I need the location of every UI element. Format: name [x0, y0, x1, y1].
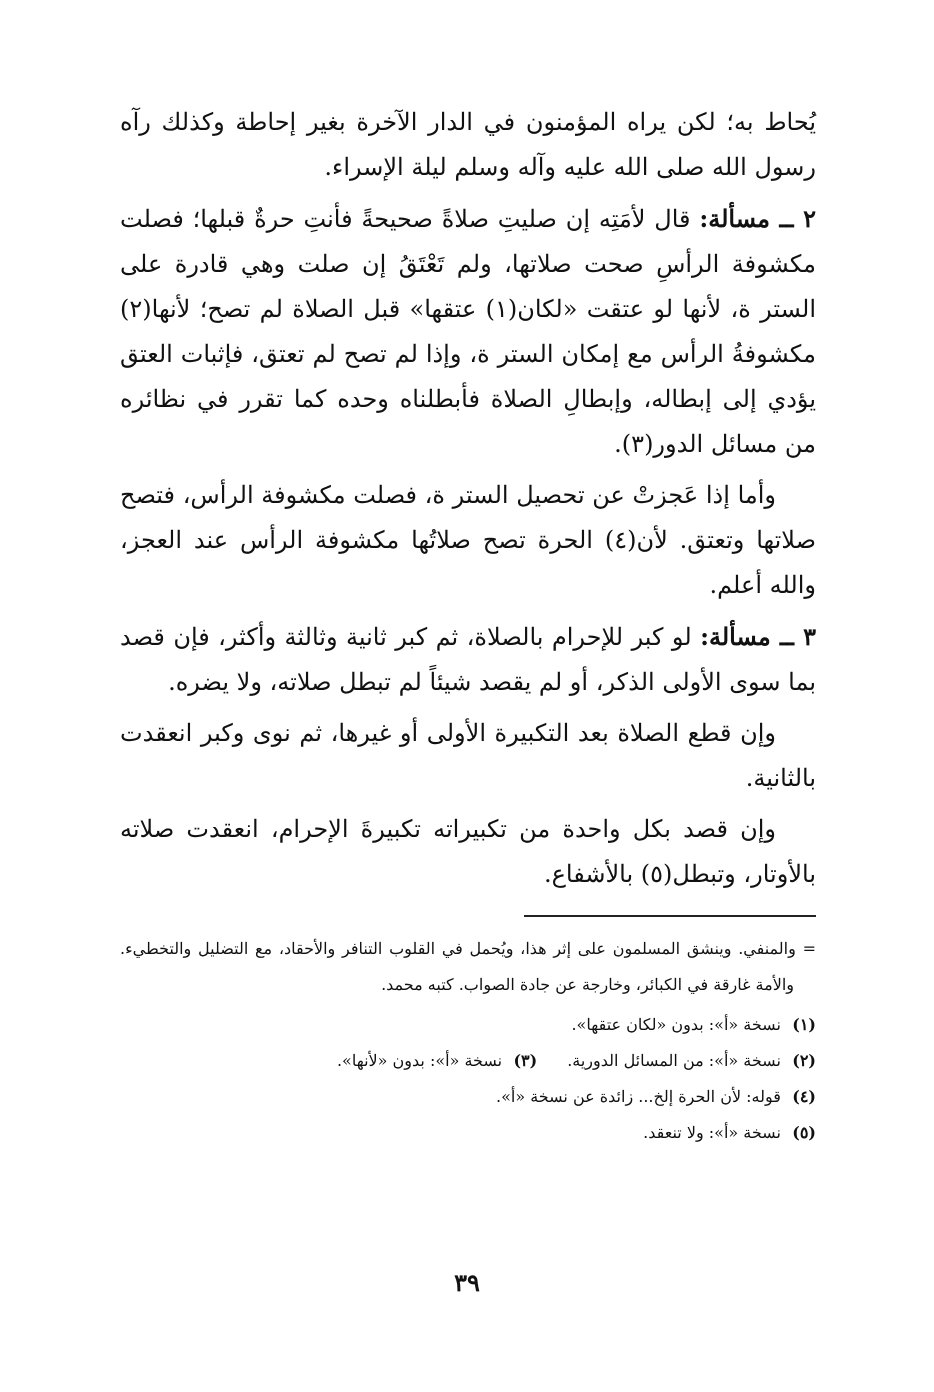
footnote-number: (٤) [792, 1087, 816, 1106]
footnote-number: (٣) [513, 1051, 538, 1070]
issue-2-paragraph [120, 196, 816, 467]
footnote-text: قوله: لأن الحرة إلخ... زائدة عن نسخة «أ». [496, 1087, 781, 1106]
main-text [120, 100, 816, 897]
footnotes [120, 931, 816, 1151]
footnote-number: (١) [792, 1015, 816, 1034]
issue-2-body: قال لأمَتِه إن صليتِ صلاةً صحيحةً فأنتِ حرةٌ قبلها؛ فصلت مكشوفة الرأسِ صحت صلاتها، ولم تَعْتَقُ إن صلت وهي قادرة على الستر ة، لأنها لو عتقت «لكان(١) عتقها» قبل الصلاة لم تصح؛ لأنها(٢) مكشوفةُ الرأس مع إمكان الستر ة، وإذا لم تصح لم تعتق، فإثبات العتق يؤدي إلى إبطاله، وإبطالِ الصلاة فأبطلناه وحده كما تقرر في نظائره من مسائل الدور(٣). [120, 205, 816, 458]
footnote-divider [524, 915, 816, 917]
footnote-number: (٢) [792, 1051, 816, 1070]
paragraph-1: يُحاط به؛ لكن يراه المؤمنون في الدار الآخرة بغير إحاطة وكذلك رآه رسول الله صلى الله عليه وآله وسلم ليلة الإسراء. [120, 108, 816, 181]
footnote-4 [120, 1079, 816, 1115]
issue-2-heading: ٢ ــ مسألة: [699, 204, 816, 233]
footnote-2-3 [120, 1043, 816, 1079]
footnote-1 [120, 1007, 816, 1043]
footnote-5 [120, 1115, 816, 1151]
issue-3-body: لو كبر للإحرام بالصلاة، ثم كبر ثانية وثالثة وأكثر، فإن قصد بما سوى الأولى الذكر، أو لم يقصد شيئاً لم تبطل صلاته، ولا يضره. [120, 623, 816, 696]
footnote-text: نسخة «أ»: من المسائل الدورية. [567, 1051, 781, 1070]
page-number: ٣٩ [454, 1268, 480, 1297]
footnote-text: نسخة «أ»: ولا تنعقد. [643, 1123, 781, 1142]
paragraph-5: وإن قطع الصلاة بعد التكبيرة الأولى أو غيرها، ثم نوى وكبر انعقدت بالثانية. [120, 719, 816, 792]
issue-3-heading: ٣ ــ مسألة: [700, 622, 817, 651]
page-body [120, 100, 816, 1151]
paragraph-3: وأما إذا عَجزتْ عن تحصيل الستر ة، فصلت مكشوفة الرأس، فتصح صلاتها وتعتق. لأن(٤) الحرة تصح صلاتُها مكشوفة الرأس عند العجز، والله أعلم. [120, 481, 816, 599]
issue-3-paragraph [120, 614, 816, 705]
footnote-continuation: = والمنفي. وينشق المسلمون على إثر هذا، ويُحمل في القلوب التنافر والأحقاد، مع التضليل والتخطيء. والأمة غارقة في الكبائر، وخارجة عن جادة الصواب. كتبه محمد. [120, 939, 816, 994]
footnote-number: (٥) [792, 1123, 816, 1142]
footnote-text: نسخة «أ»: بدون «لكان عتقها». [571, 1015, 781, 1034]
paragraph-6: وإن قصد بكل واحدة من تكبيراته تكبيرةَ الإحرام، انعقدت صلاته بالأوتار، وتبطل(٥) بالأشفاع. [120, 815, 816, 888]
footnote-text: نسخة «أ»: بدون «لأنها». [336, 1051, 503, 1070]
